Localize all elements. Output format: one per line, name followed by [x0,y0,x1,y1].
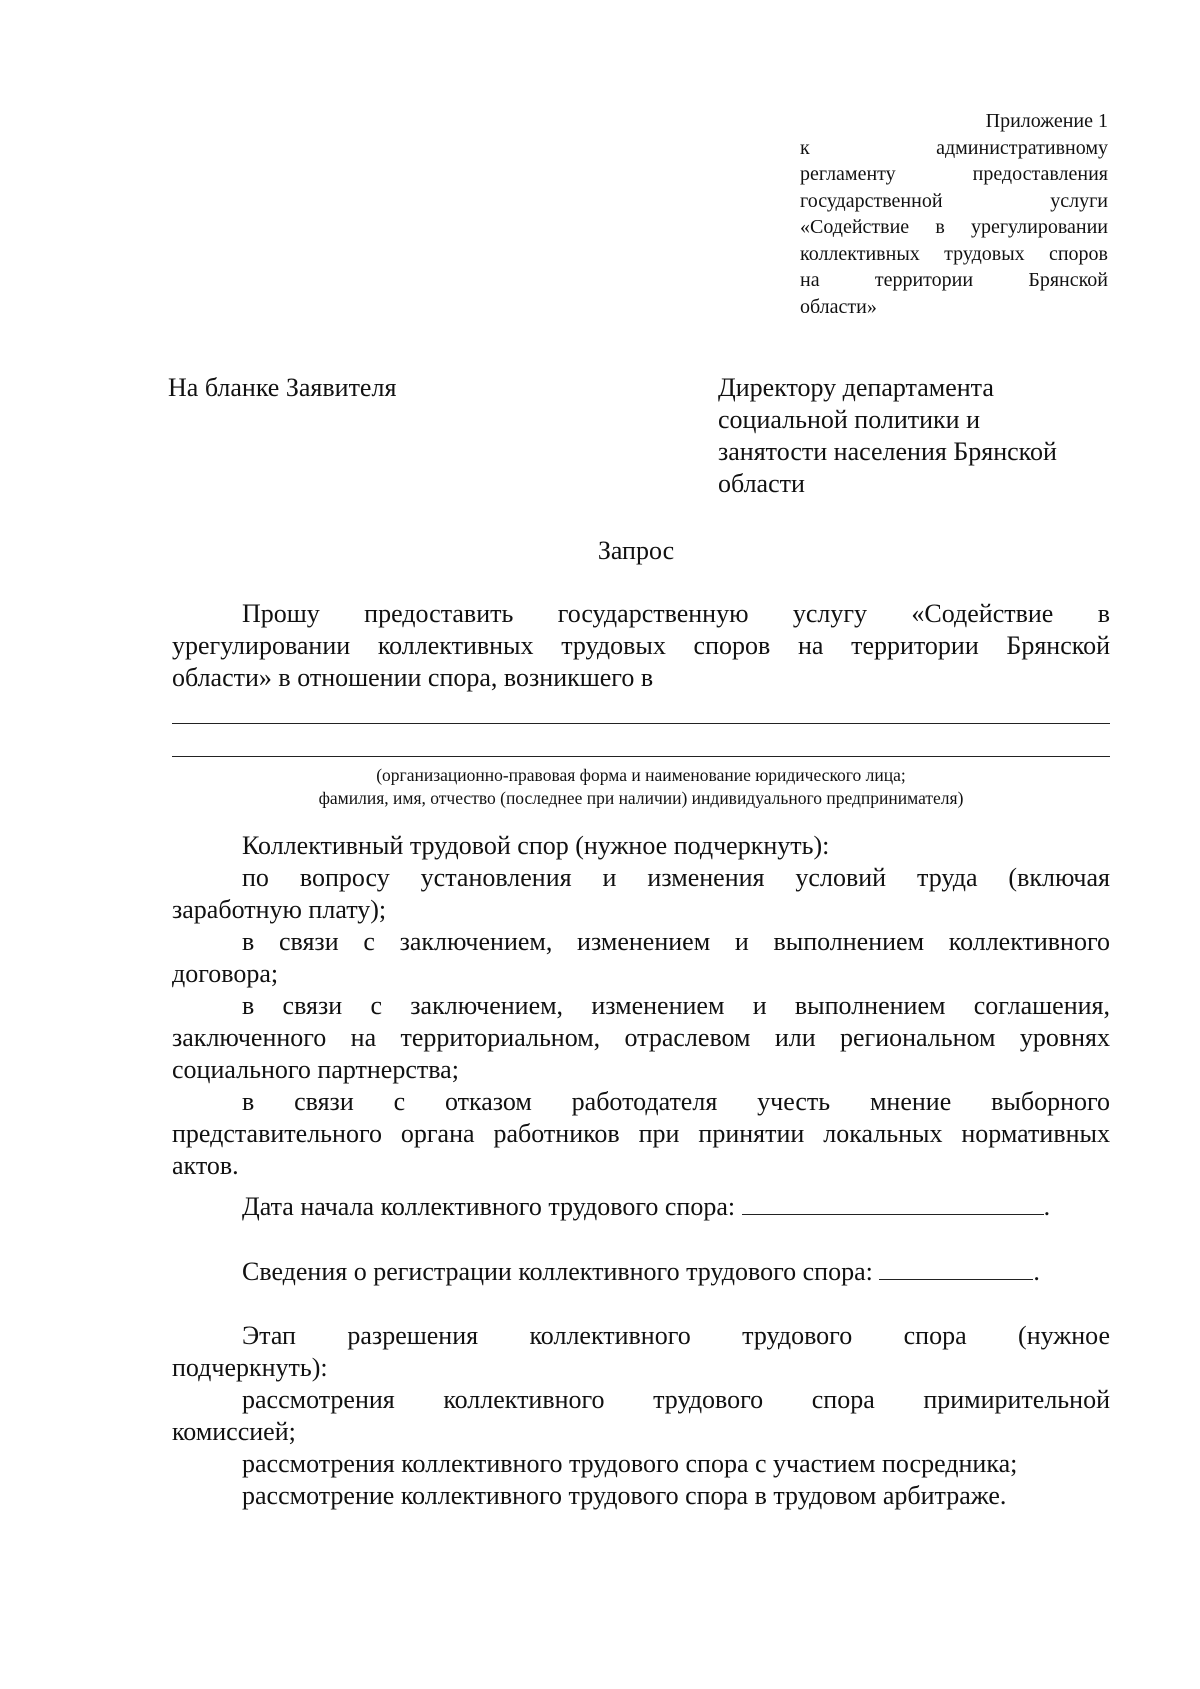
addressee-line: социальной политики и [718,405,980,434]
caption-line: (организационно-правовая форма и наименование юридического лица; [376,765,906,785]
appendix-line: к административному [800,136,1108,159]
dispute-option: в связи с отказом работодателя учесть мнение выборного [242,1087,1110,1116]
appendix-title: Приложение 1 [985,110,1108,132]
start-date-field [242,1191,1050,1223]
dispute-option: договора; [172,959,279,988]
dispute-option: социального партнерства; [172,1055,459,1084]
registration-input[interactable] [879,1257,1033,1280]
dispute-option: заработную плату); [172,895,387,924]
dispute-option: в связи с заключением, изменением и выполнением коллективного [242,927,1110,956]
organization-caption [172,764,1110,810]
appendix-line: области» [800,295,877,318]
request-line: области» в отношении спора, возникшего в [172,663,654,692]
request-paragraph [172,598,1110,694]
request-line: Прошу предоставить государственную услугу «Содействие в [242,599,1110,628]
stage-option: комиссией; [172,1417,296,1446]
registration-label: Сведения о регистрации коллективного трудового спора: [242,1257,873,1286]
appendix-line: регламенту предоставления [800,163,1108,185]
period-mark: . [1033,1257,1040,1286]
dispute-option: представительного органа работников при принятии локальных нормативных [172,1119,1110,1148]
addressee-line: Директору департамента [718,373,994,402]
applicant-letterhead-note: На бланке Заявителя [168,373,397,402]
dispute-option: по вопросу установления и изменения условий труда (включая [242,863,1110,892]
stage-option: рассмотрения коллективного трудового спора примирительной [242,1385,1110,1414]
dispute-type-list [172,830,1110,1182]
appendix-line: государственной услуги [800,189,1108,212]
dispute-option: в связи с заключением, изменением и выполнением соглашения, [242,991,1110,1020]
stage-heading: подчеркнуть): [172,1353,328,1382]
request-line: урегулировании коллективных трудовых споров на территории Брянской [172,631,1110,660]
caption-line: фамилия, имя, отчество (последнее при наличии) индивидуального предпринимателя) [318,788,964,808]
organization-fill-line[interactable] [172,756,1110,757]
stage-option: рассмотрение коллективного трудового спора в трудовом арбитраже. [242,1481,1007,1510]
registration-field [242,1256,1040,1288]
appendix-note [800,108,1108,320]
dispute-option: заключенного на территориальном, отраслевом или региональном уровнях [172,1023,1110,1052]
start-date-input[interactable] [742,1192,1044,1215]
appendix-line: на территории Брянской [800,269,1108,291]
stage-list [172,1320,1110,1512]
dispute-option: актов. [172,1151,239,1180]
addressee-line: занятости населения Брянской [718,437,1057,466]
period-mark: . [1043,1192,1051,1221]
dispute-type-heading: Коллективный трудовой спор (нужное подчеркнуть): [242,831,830,860]
start-date-label: Дата начала коллективного трудового спора: [242,1192,736,1221]
appendix-line: коллективных трудовых споров [800,242,1108,265]
appendix-line: «Содействие в урегулировании [800,216,1108,238]
document-title: Запрос [597,536,675,565]
addressee-block [718,372,1118,500]
addressee-line: области [718,469,805,498]
stage-heading: Этап разрешения коллективного трудового спора (нужное [242,1321,1110,1350]
organization-fill-line[interactable] [172,723,1110,724]
stage-option: рассмотрения коллективного трудового спора с участием посредника; [242,1449,1018,1478]
